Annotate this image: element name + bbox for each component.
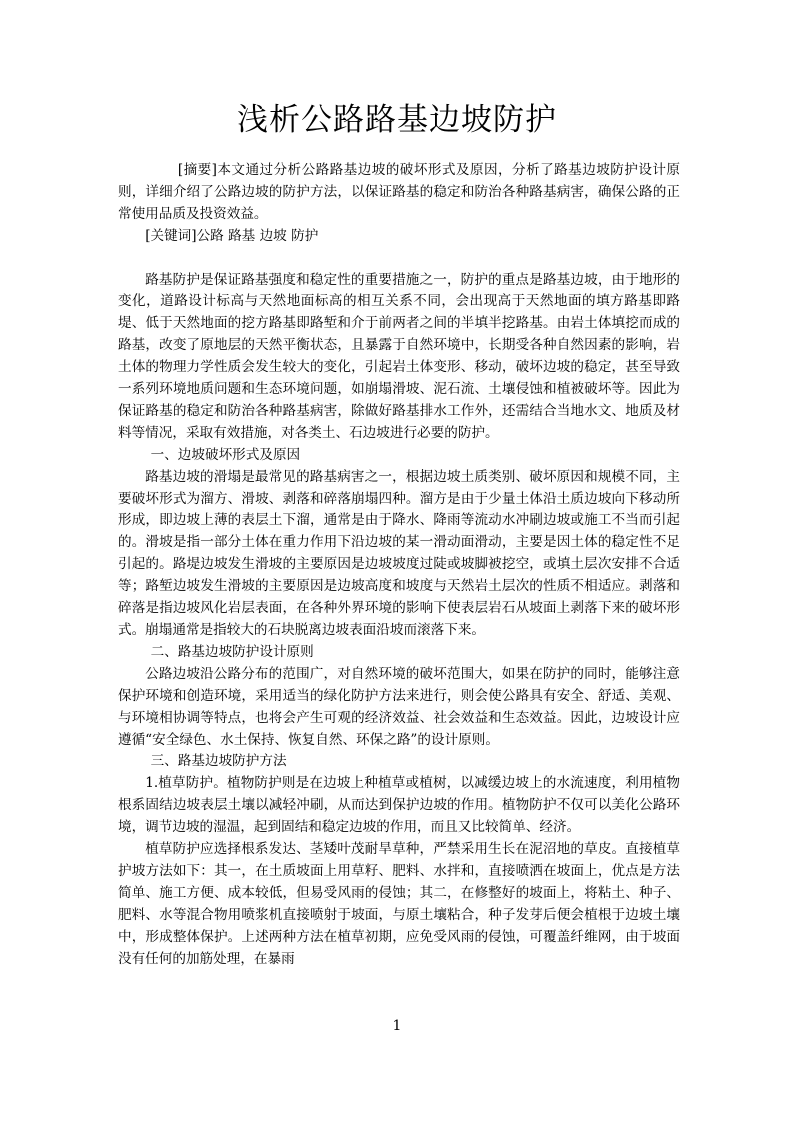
document-title: 浅析公路路基边坡防护: [237, 102, 557, 138]
intro-paragraph: 路基防护是保证路基强度和稳定性的重要措施之一，防护的重点是路基边坡，由于地形的变化，道路设计标高与天然地面标高的相互关系不同，会出现高于天然地面的填方路基即路堤、低于天然地面的挖方路基即路堑和介于前两者之间的半填半挖路基。由岩土体填挖而成的路基，改变了原地层的天然平衡状态，且暴露于自然环境中，长期受各种自然因素的影响，岩土体的物理力学性质会发生较大的变化，引起岩土体变形、移动，破坏边坡的稳定，甚至导致一系列环境地质问题和生态环境问题，如崩塌滑坡、泥石流、土壤侵蚀和植被破坏等。因此为保证路基的稳定和防治各种路基病害，除做好路基排水工作外，还需结合当地水文、地质及材料等情况，采取有效措施，对各类土、石边坡进行必要的防护。: [118, 271, 680, 441]
section-2-paragraph: 公路边坡沿公路分布的范围广，对自然环境的破坏范围大，如果在防护的同时，能够注意保护环境和创造环境，采用适当的绿化防护方法来进行，则会使公路具有安全、舒适、美观、与环境相协调等特点，也将会产生可观的经济效益、社会效益和生态效益。因此，边坡设计应遵循“安全绿色、水土保持、恢复自然、环保之路”的设计原则。: [118, 665, 680, 748]
page-number: 1: [392, 1018, 402, 1034]
section-3-paragraph-1: 1.植草防护。植物防护则是在边坡上种植草或植树，以减缓边坡上的水流速度，利用植物根系固结边坡表层土壤以减轻冲刷，从而达到保护边坡的作用。植物防护不仅可以美化公路环境，调节边坡的湿温，起到固结和稳定边坡的作用，而且又比较简单、经济。: [118, 775, 680, 836]
section-3-paragraph-2: 植草防护应选择根系发达、茎矮叶茂耐旱草种，严禁采用生长在泥沼地的草皮。直接植草护坡方法如下：其一，在土质坡面上用草籽、肥料、水拌和，直接喷洒在坡面上，优点是方法简单、施工方便、成本较低，但易受风雨的侵蚀；其二，在修整好的坡面上，将粘土、种子、肥料、水等混合物用喷浆机直接喷射于坡面，与原土壤粘合，种子发芽后便会植根于边坡土壤中，形成整体保护。上述两种方法在植草初期，应免受风雨的侵蚀，可覆盖纤维网，由于坡面没有任何的加筋处理，在暴雨: [118, 841, 680, 967]
keywords-line: [关键词]公路 路基 边坡 防护: [145, 227, 319, 244]
section-1-paragraph: 路基边坡的滑塌是最常见的路基病害之一，根据边坡土质类别、破坏原因和规模不同，主要破坏形式为溜方、滑坡、剥落和碎落崩塌四种。溜方是由于少量土体沿土质边坡向下移动所形成，即边坡上薄的表层土下溜，通常是由于降水、降雨等流动水冲刷边坡或施工不当而引起的。滑坡是指一部分土体在重力作用下沿边坡的某一滑动面滑动，主要是因土体的稳定性不足引起的。路堤边坡发生滑坡的主要原因是边坡坡度过陡或坡脚被挖空，或填土层次安排不合适等；路堑边坡发生滑坡的主要原因是边坡高度和坡度与天然岩土层次的性质不相适应。剥落和碎落是指边坡风化岩层表面，在各种外界环境的影响下使表层岩石从坡面上剥落下来的破坏形式。崩塌通常是指较大的石块脱离边坡表面沿坡而滚落下来。: [118, 468, 680, 639]
section-heading-1: 一、边坡破坏形式及原因: [150, 446, 301, 463]
section-heading-3: 三、路基边坡防护方法: [150, 753, 287, 770]
document-body: [118, 160, 680, 971]
blank-line: [118, 248, 680, 270]
abstract-paragraph: [摘要]本文通过分析公路路基边坡的破坏形式及原因，分析了路基边坡防护设计原则，详细介绍了公路边坡的防护方法，以保证路基的稳定和防治各种路基病害，确保公路的正常使用品质及投资效益。: [118, 162, 680, 222]
section-heading-2: 二、路基边坡防护设计原则: [150, 643, 314, 660]
